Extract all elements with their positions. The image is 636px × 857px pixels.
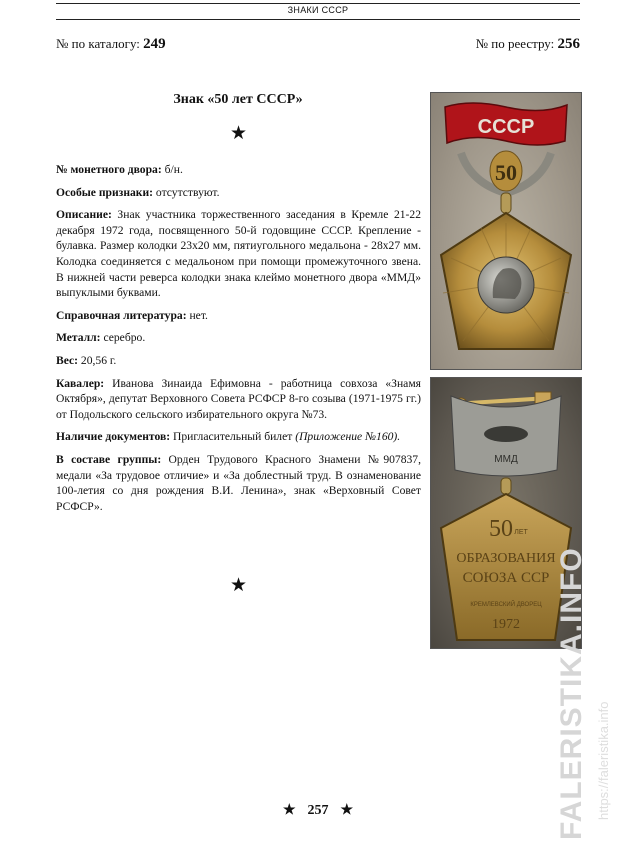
catalog-label: № по каталогу:: [56, 36, 140, 51]
badge-back-years: ЛЕТ: [514, 529, 528, 536]
mint-entry: № монетного двора: б/н.: [56, 163, 183, 176]
mint-mark: ММД: [494, 454, 518, 465]
star-icon: ★: [340, 803, 354, 818]
badge-back-line1: ОБРАЗОВАНИЯ: [456, 551, 556, 566]
page-footer: [56, 802, 580, 819]
badge-front-number: 50: [495, 160, 517, 185]
group-entry: В составе группы: Орден Трудового Красного Знамени №907837, медали «За трудовое отличие» и «За доблестный труд. В ознаменование 100-летия со дня рождения В.И. Ленина», знак «Верховный Совет РСФСР».: [56, 452, 421, 513]
badge-back-year: 1972: [492, 617, 520, 632]
metal-entry: Металл: серебро.: [56, 331, 146, 345]
header-rule: [56, 19, 580, 20]
badge-obverse-photo: [430, 92, 582, 370]
section-header: ЗНАКИ СССР: [287, 5, 349, 15]
star-icon: ★: [230, 123, 248, 144]
page-title: Знак «50 лет СССР»: [173, 92, 303, 107]
banner-text: СССР: [477, 116, 535, 138]
features-entry: Особые признаки: отсутствуют.: [56, 185, 220, 199]
watermark-url: https://faleristika.info: [596, 701, 611, 820]
weight-entry: Вес: 20,56 г.: [56, 353, 117, 367]
page-number: 257: [307, 803, 329, 818]
catalog-value: 249: [143, 36, 166, 52]
watermark: FALERISTIKA.INFO: [555, 547, 588, 840]
description-block: [56, 162, 421, 521]
description-entry: Описание: Знак участника торжественного заседания в Кремле 21-22 декабря 1972 года, посвященного 50-й годовщине СССР. Крепление - булавка. Размер колодки 23х20 мм, пятиугольного медальона - 28х27 мм. Колодка соединяется с медальоном при помощи промежуточного звена. В нижней части реверса колодки знака клеймо монетного двора «ММД» выпуклыми буквами.: [56, 208, 421, 300]
badge-back-line3: КРЕМЛЕВСКИЙ ДВОРЕЦ: [470, 602, 542, 608]
registry-value: 256: [557, 36, 580, 52]
top-rule: [56, 3, 580, 4]
badge-back-number: 50: [489, 516, 513, 542]
registry-label: № по реестру:: [475, 36, 555, 51]
catalog-number: [56, 36, 166, 53]
badge-back-line2: СОЮЗА ССР: [462, 570, 550, 586]
star-icon: ★: [230, 575, 248, 596]
holder-entry: Кавалер: Иванова Зинаида Ефимовна - работница совхоза «Знамя Октября», депутат Верховного Совета РСФСР 8-го созыва (1971-1975 гг.) от Подольского сельского избирательного округа №73.: [56, 376, 421, 421]
literature-entry: Справочная литература: нет.: [56, 308, 208, 322]
registry-number: [476, 36, 580, 53]
star-icon: ★: [282, 803, 296, 818]
documents-entry: Наличие документов: Пригласительный билет (Приложение №160).: [56, 430, 401, 444]
